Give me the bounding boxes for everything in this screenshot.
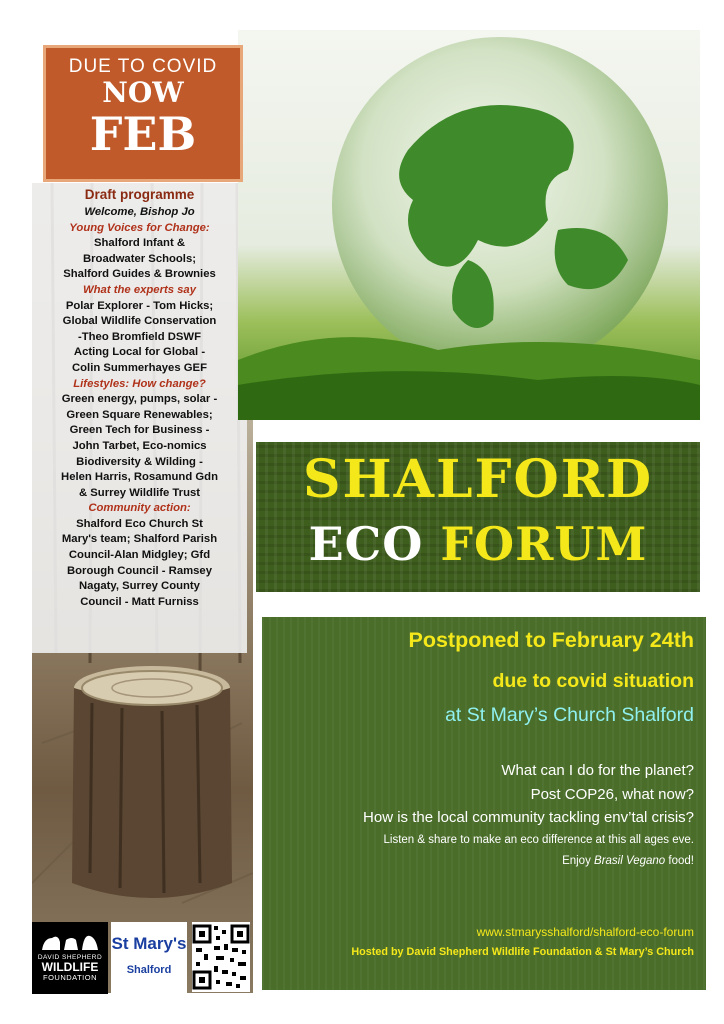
food-text	[562, 855, 694, 867]
title-forum: FORUM	[440, 517, 648, 571]
programme-line: Colin Summerhayes GEF	[72, 361, 207, 374]
covid-feb-banner	[43, 45, 243, 182]
programme-line: Green energy, pumps, solar -	[61, 393, 218, 406]
programme-line: Helen Harris, Rosamund Gdn	[61, 471, 218, 484]
programme-line: Global Wildlife Conservation	[62, 315, 217, 328]
programme-line: Nagaty, Surrey County	[79, 580, 200, 593]
programme-line: Mary's team; Shalford Parish	[61, 533, 218, 546]
food-name: Brasil Vegano	[594, 855, 666, 867]
food-post: food!	[665, 855, 694, 867]
dswf-line2: WILDLIFE	[41, 960, 99, 974]
venue-text: at St Mary’s Church Shalford	[445, 704, 694, 726]
food-pre: Enjoy	[562, 855, 595, 867]
programme-title: Draft programme	[84, 187, 195, 202]
programme-line: Acting Local for Global -	[73, 346, 206, 359]
programme-line: Biodiversity & Wilding -	[76, 455, 203, 468]
programme-line: Broadwater Schools;	[83, 252, 196, 265]
section-heading: Lifestyles: How change?	[73, 377, 206, 390]
qr-code-icon[interactable]	[192, 922, 250, 992]
programme-line: Council - Matt Furniss	[80, 595, 199, 608]
postponed-text: Postponed to February 24th	[408, 628, 694, 652]
hosted-by-text: Hosted by David Shepherd Wildlife Foundation & St Mary’s Church	[351, 946, 694, 958]
dswf-line3: FOUNDATION	[42, 973, 98, 982]
forum-url-link[interactable]: www.stmarysshalford/shalford-eco-forum	[476, 925, 694, 939]
listen-text: Listen & share to make an eco difference at this all ages eve.	[383, 834, 694, 846]
question-2: Post COP26, what now?	[530, 786, 694, 803]
banner-line1: DUE TO COVID	[68, 56, 218, 77]
programme-line: -Theo Bromfield DSWF	[77, 330, 201, 343]
title-eco-forum	[262, 514, 694, 574]
covid-text: due to covid situation	[492, 670, 694, 692]
dswf-line1: DAVID SHEPHERD	[37, 954, 103, 961]
banner-line3: FEB	[89, 107, 197, 161]
programme-line: Council-Alan Midgley; Gfd	[68, 549, 211, 562]
programme-line: Shalford Infant &	[94, 237, 185, 250]
section-heading: Community action:	[88, 502, 191, 515]
title-shalford: SHALFORD	[302, 449, 654, 510]
title-eco: ECO	[308, 517, 424, 571]
programme-line: Borough Council - Ramsey	[67, 564, 212, 577]
st-marys-logo	[111, 922, 187, 994]
stmarys-line2: Shalford	[126, 964, 172, 976]
programme-line: Shalford Guides & Brownies	[63, 268, 216, 281]
animals-icon	[40, 928, 100, 952]
section-heading: Young Voices for Change:	[69, 221, 210, 234]
stmarys-line1: St Mary's	[111, 934, 187, 953]
programme-line: Polar Explorer - Tom Hicks;	[65, 299, 214, 312]
programme-line: & Surrey Wildlife Trust	[78, 486, 201, 499]
banner-line2: NOW	[102, 76, 184, 109]
question-3: How is the local community tackling env’tal crisis?	[363, 809, 694, 826]
programme-line: Shalford Eco Church St	[76, 517, 203, 530]
section-heading: What the experts say	[82, 283, 196, 296]
programme-line: Green Tech for Business -	[69, 424, 210, 437]
programme-line: John Tarbet, Eco-nomics	[72, 439, 207, 452]
glass-globe-image	[238, 30, 700, 420]
programme-welcome: Welcome, Bishop Jo	[84, 206, 195, 218]
question-1: What can I do for the planet?	[501, 762, 694, 779]
dswf-logo	[32, 922, 108, 994]
draft-programme	[32, 183, 247, 653]
programme-line: Green Square Renewables;	[66, 408, 213, 421]
